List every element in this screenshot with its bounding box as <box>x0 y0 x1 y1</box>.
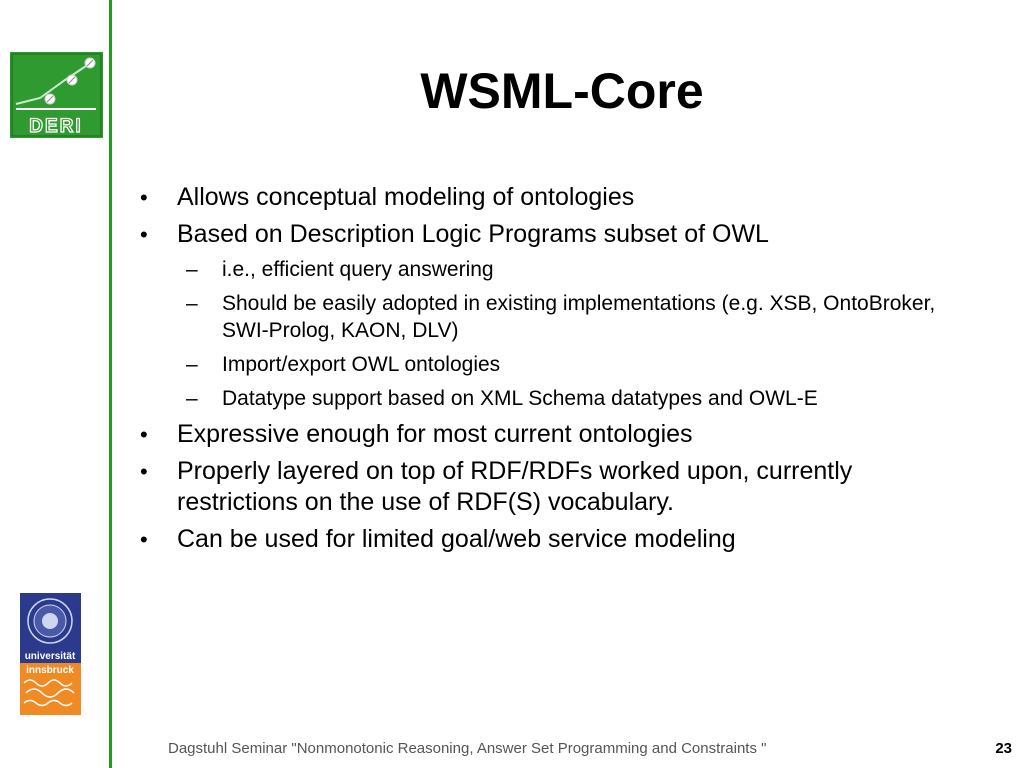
sub-bullet-text: i.e., efficient query answering <box>222 258 494 281</box>
page-number: 23 <box>995 740 1012 757</box>
bullet-symbol: • <box>140 459 148 484</box>
sub-bullet-item <box>140 290 970 344</box>
bullet-symbol: • <box>140 422 148 447</box>
sub-bullet-symbol: – <box>186 292 198 315</box>
bullet-text: Based on Description Logic Programs subset of OWL <box>177 220 769 248</box>
sub-bullet-item <box>140 351 970 378</box>
bullet-text: Allows conceptual modeling of ontologies <box>177 183 635 211</box>
bullet-text: Can be used for limited goal/web service modeling <box>177 525 736 553</box>
university-innsbruck-logo <box>20 593 81 715</box>
svg-text:DERI: DERI <box>29 116 83 137</box>
bullet-symbol: • <box>140 222 148 247</box>
sub-bullet-symbol: – <box>186 387 198 410</box>
bullet-item <box>140 219 970 250</box>
bullet-item <box>140 456 970 518</box>
bullet-text: Expressive enough for most current ontologies <box>177 420 693 448</box>
sub-bullet-text: Should be easily adopted in existing implementations (e.g. XSB, OntoBroker, SWI-Prolog, KAON, DLV) <box>222 292 936 342</box>
sub-bullet-symbol: – <box>186 353 198 376</box>
bullet-item <box>140 182 970 213</box>
slide-body <box>140 182 970 561</box>
deri-logo <box>10 52 103 138</box>
sub-bullet-item <box>140 385 970 412</box>
sub-bullet-text: Import/export OWL ontologies <box>222 353 501 376</box>
bullet-symbol: • <box>140 185 148 210</box>
sub-bullet-symbol: – <box>186 258 198 281</box>
bullet-item <box>140 419 970 450</box>
sub-bullet-item <box>140 256 970 283</box>
sub-bullet-text: Datatype support based on XML Schema datatypes and OWL-E <box>222 387 818 410</box>
svg-text:innsbruck: innsbruck <box>26 665 74 676</box>
svg-text:universität: universität <box>24 651 76 662</box>
bullet-symbol: • <box>140 527 148 552</box>
slide-title: WSML-Core <box>420 63 704 119</box>
bullet-text: Properly layered on top of RDF/RDFs worked upon, currently restrictions on the use of RDF(S) vocabulary. <box>177 457 853 516</box>
bullet-item <box>140 524 970 555</box>
footer-text: Dagstuhl Seminar "Nonmonotonic Reasoning, Answer Set Programming and Constraints " <box>168 740 767 757</box>
